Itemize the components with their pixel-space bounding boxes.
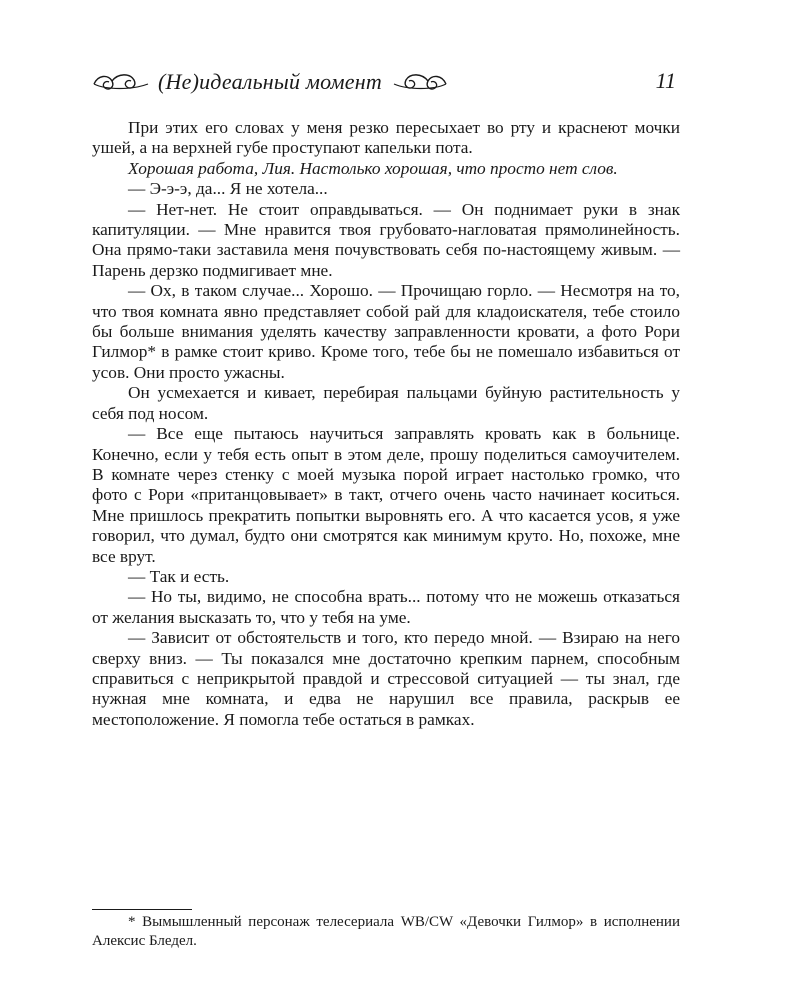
paragraph: — Нет-нет. Не стоит оправдываться. — Он поднимает руки в знак капитуляции. — Мне нравится твоя грубовато-нагловатая прямолинейность. Она прямо-таки заставила меня почувствовать себя по-настоящему живым. — Парень дерзко подмигивает мне. — [92, 199, 680, 280]
flourish-ornament-right-icon — [392, 71, 448, 93]
paragraph: — Ох, в таком случае... Хорошо. — Прочищаю горло. — Несмотря на то, что твоя комната явно представляет собой рай для кладоискателя, тебе стоило бы больше внимания уделять качеству заправленности кровати, а фото Рори Гилмор* в рамке стоит криво. Кроме того, тебе бы не помешало избавиться от усов. Они просто ужасны. — [92, 281, 680, 382]
footnote-text: * Вымышленный персонаж телесериала WB/CW «Девочки Гилмор» в исполнении Алексис Бледел. — [92, 914, 680, 949]
paragraph: — Э-э-э, да... Я не хотела... — [128, 179, 328, 199]
running-header — [92, 62, 680, 102]
body-text — [92, 118, 680, 730]
book-page — [92, 62, 680, 962]
footnote-divider — [92, 909, 192, 910]
paragraph: — Так и есть. — [128, 566, 230, 586]
paragraph: — Зависит от обстоятельств и того, кто передо мной. — Взираю на него сверху вниз. — Ты показался мне достаточно крепким парнем, способным справиться с неприкрытой правдой и стрессовой ситуацией — ты знал, где нужная мне комната, и едва не нарушил все правила, раскрыв ее местоположение. Я помогла тебе остаться в рамках. — [92, 628, 680, 729]
page-number: 11 — [655, 68, 676, 93]
paragraph: При этих его словах у меня резко пересыхает во рту и краснеют мочки ушей, а на верхней губе проступают капельки пота. — [92, 118, 680, 158]
paragraph: — Но ты, видимо, не способна врать... потому что не можешь отказаться от желания высказать то, что у тебя на уме. — [92, 587, 680, 627]
footnote — [92, 913, 680, 951]
paragraph-italic: Хорошая работа, Лия. Настолько хорошая, что просто нет слов. — [128, 158, 618, 178]
paragraph: — Все еще пытаюсь научиться заправлять кровать как в больнице. Конечно, если у тебя есть опыт в этом деле, прошу поделиться самоучителем. В комнате через стенку с моей музыка порой играет настолько громко, что фото с Рори «пританцовывает» в такт, отчего очень часто начинает коситься. Мне пришлось прекратить попытки выровнять его. А что касается усов, я уже говорил, что думал, будто они смотрятся как минимум круто. Но, похоже, мне все врут. — [92, 424, 680, 566]
flourish-ornament-left-icon — [92, 71, 150, 93]
paragraph: Он усмехается и кивает, перебирая пальцами буйную растительность у себя под носом. — [92, 383, 680, 423]
running-title: (Не)идеальный момент — [158, 69, 382, 94]
